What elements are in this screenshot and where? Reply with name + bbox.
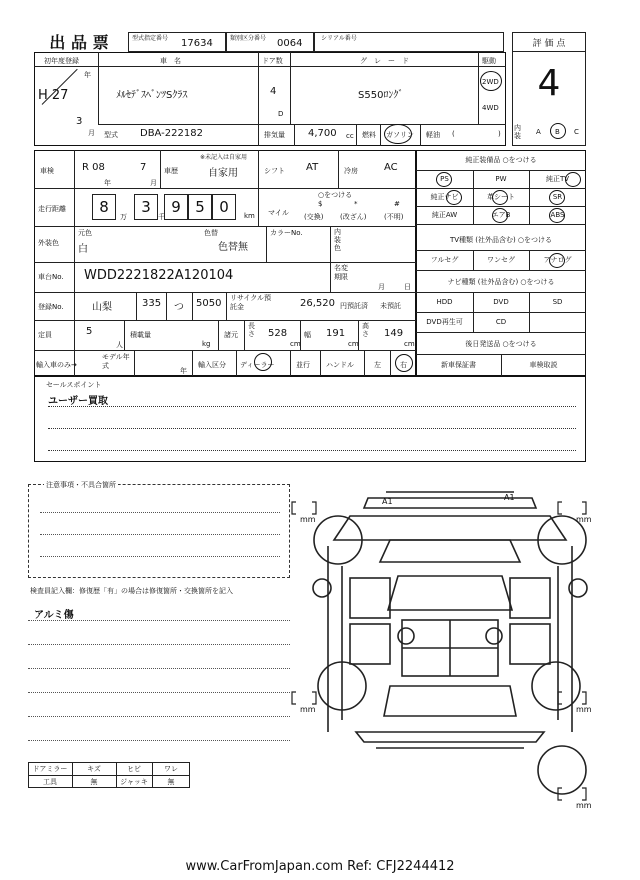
equip-aw: 純正AW: [431, 211, 458, 219]
grade-box: 評 価 点 4: [512, 32, 586, 146]
sales-point-text: ユーザー買取: [48, 396, 108, 407]
grade-value: 4: [537, 62, 561, 104]
model-code: DBA-222182: [140, 128, 203, 139]
mm-label: mm: [300, 705, 316, 714]
width: 191: [326, 328, 346, 339]
tv-analog: アナログ: [543, 256, 572, 264]
tv-selected-mark: [549, 253, 565, 268]
mileage-digit: 5: [195, 198, 205, 216]
door-count: 4: [270, 86, 277, 97]
a1-label-right: A1: [504, 493, 515, 502]
height: 149: [384, 328, 404, 339]
grade-name: S550ﾛﾝｸﾞ: [358, 90, 404, 101]
navi-dvd: DVD: [493, 298, 509, 306]
tv-fullseg: フルセグ: [430, 256, 459, 264]
equip-abs: ABS: [550, 211, 565, 219]
equip-pw: PW: [495, 175, 507, 183]
ac-value: AC: [384, 162, 398, 173]
reg-kana: つ: [174, 302, 184, 313]
original-color: 白: [78, 244, 88, 255]
navi-hdd: HDD: [436, 298, 453, 306]
mileage-digit: 9: [171, 198, 181, 216]
shift-value: AT: [306, 162, 319, 173]
notes-box: [28, 484, 290, 578]
sheet-title: 出 品 票: [49, 32, 109, 52]
vin: WDD2221822A120104: [84, 268, 234, 283]
serial-box: シリアル番号: [314, 32, 504, 52]
equip-ps: PS: [440, 175, 449, 183]
color-change: 色替無: [218, 242, 248, 253]
reg-area: 山梨: [92, 302, 112, 313]
equip-leather: 革シート: [487, 193, 515, 201]
a1-label-left: A1: [382, 497, 393, 506]
navi-sd: SD: [552, 298, 563, 306]
car-damage-diagram: [290, 480, 610, 820]
first-reg-era: H 27: [38, 88, 69, 103]
car-name: ﾒﾙｾﾃﾞｽﾍﾞﾝﾂSｸﾗｽ: [116, 90, 188, 101]
mm-label: mm: [576, 705, 592, 714]
equip-navi: 純正ナビ: [430, 193, 459, 201]
displacement: 4,700: [308, 128, 337, 139]
type-designation-box: 型式指定番号 17634: [128, 32, 226, 52]
handle-selected-mark: [395, 354, 413, 372]
drive-selected-mark: [480, 71, 502, 91]
navi-dvd-play: DVD再生可: [426, 318, 463, 326]
length: 528: [268, 328, 288, 339]
mileage-digit: 8: [99, 198, 109, 216]
fuel-selected-mark: [384, 124, 412, 144]
inspection-month: 7: [140, 162, 147, 173]
later-warranty: 新車保証書: [441, 361, 476, 369]
equip-airbag: エアB: [491, 211, 511, 219]
tv-oneseg: ワンセグ: [487, 256, 515, 264]
interior-selected-mark: [550, 123, 566, 139]
equip-sr: SR: [552, 193, 563, 201]
mileage-digit: 3: [141, 198, 151, 216]
reg-number: 5050: [196, 298, 222, 309]
mm-label: mm: [576, 801, 592, 810]
first-reg-month: 3: [76, 116, 83, 127]
mileage-digit: 0: [219, 198, 229, 216]
inspector-text: アルミ傷: [34, 610, 74, 621]
mm-label: mm: [300, 515, 316, 524]
mm-label: mm: [576, 515, 592, 524]
usage-value: 自家用: [208, 168, 238, 179]
category-box: 類別区分番号 0064: [226, 32, 314, 52]
equip-tv: 純正TV: [545, 175, 570, 183]
recycle-value: 26,520: [300, 298, 335, 309]
import-selected-mark: [254, 353, 272, 371]
footer-reference: www.CarFromJapan.com Ref: CFJ2244412: [185, 858, 455, 874]
reg-class: 335: [142, 298, 162, 309]
navi-cd: CD: [495, 318, 507, 326]
inspection-era: R 08: [82, 162, 105, 173]
capacity: 5: [86, 326, 93, 337]
later-manual: 車検取説: [529, 361, 558, 369]
